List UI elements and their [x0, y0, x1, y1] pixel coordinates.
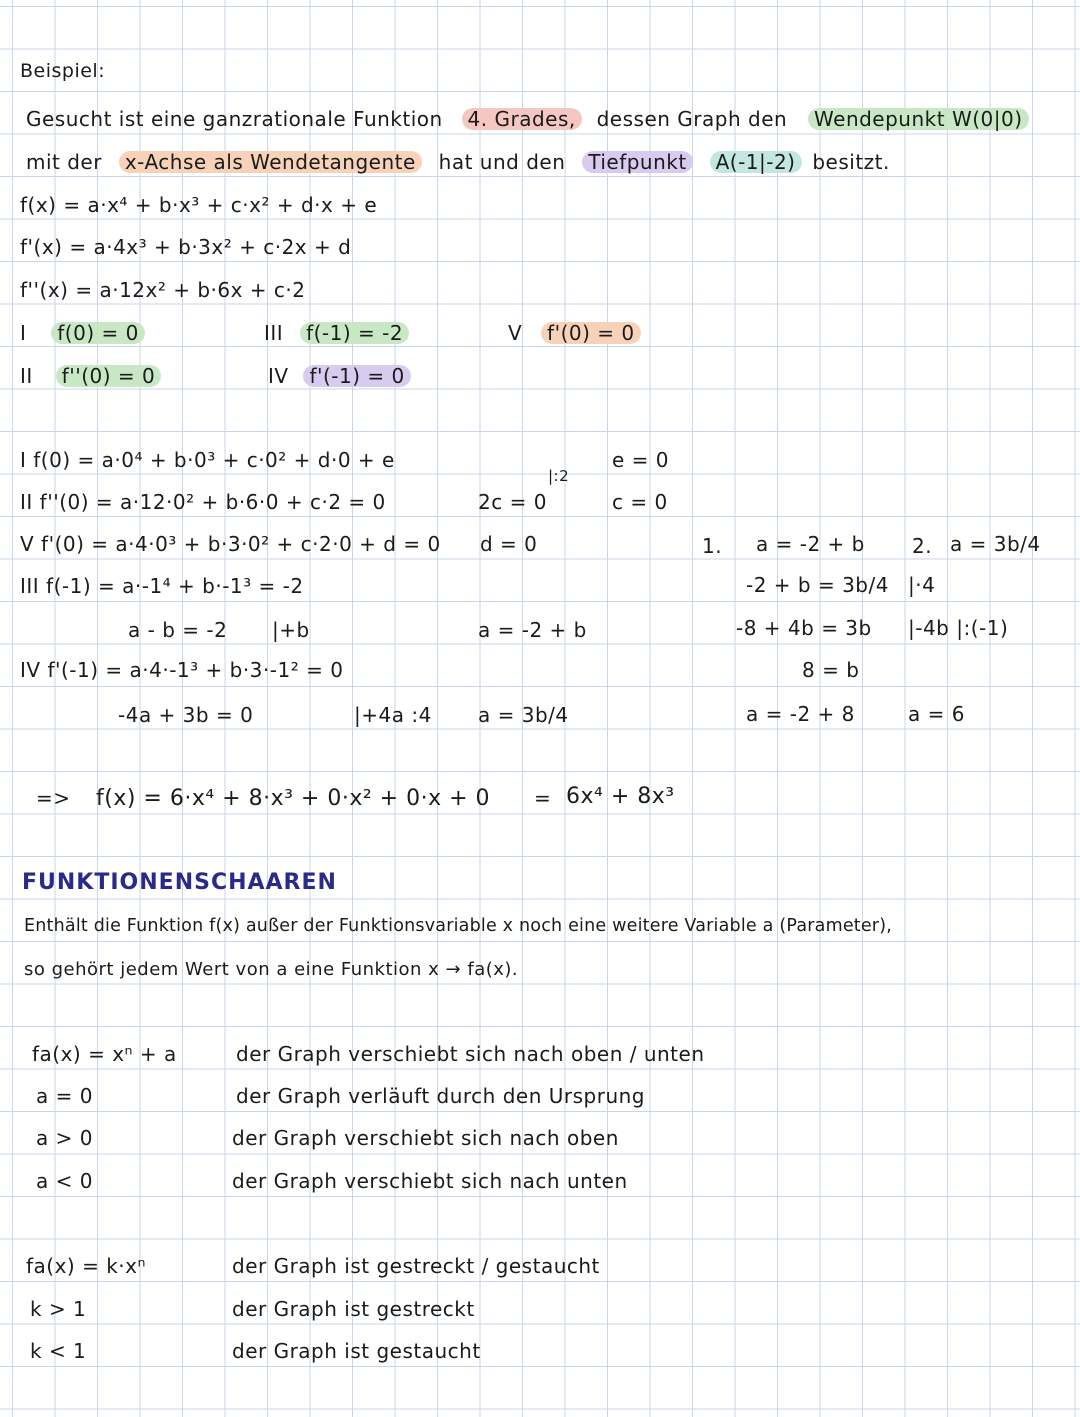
roman-label: I: [20, 321, 27, 345]
condition-I: [20, 322, 145, 344]
task-text: dessen Graph den: [596, 107, 788, 131]
solve-op-plus-b: |+b: [272, 618, 310, 642]
solve-row-I: I f(0) = a·0⁴ + b·0³ + c·0² + d·0 + e: [20, 448, 395, 472]
tiefpunkt-highlight: Tiefpunkt: [582, 151, 692, 173]
solve-result-d: d = 0: [480, 532, 538, 556]
result-arrow: =>: [36, 786, 71, 810]
result-expression: f(x) = 6·x⁴ + 8·x³ + 0·x² + 0·x + 0: [96, 786, 491, 811]
condition-eq: f''(0) = 0: [56, 365, 162, 387]
side-step-1: 1.: [702, 534, 723, 558]
solve-op-plus-4a: |+4a :4: [354, 703, 432, 727]
table2-left: k < 1: [30, 1339, 87, 1363]
table2-right: der Graph ist gestreckt: [232, 1297, 475, 1321]
roman-label: V: [508, 321, 523, 345]
side-eq-2: -2 + b = 3b/4: [746, 573, 889, 597]
roman-label: II: [20, 364, 33, 388]
table1-left: fa(x) = xⁿ + a: [32, 1042, 177, 1066]
function-f-double-prime: f''(x) = a·12x² + b·6x + c·2: [20, 278, 306, 302]
side-step-2: 2.: [912, 534, 933, 558]
solve-row-V: V f'(0) = a·4·0³ + b·3·0² + c·2·0 + d = 0: [20, 532, 441, 556]
solve-result-a1: a = -2 + b: [478, 618, 587, 642]
table1-right: der Graph verschiebt sich nach oben / unten: [236, 1042, 705, 1066]
table1-left: a < 0: [36, 1169, 93, 1193]
point-highlight: A(-1|-2): [710, 151, 802, 173]
task-line-2: [26, 151, 890, 173]
tangent-highlight: x-Achse als Wendetangente: [119, 151, 422, 173]
function-f: f(x) = a·x⁴ + b·x³ + c·x² + d·x + e: [20, 193, 378, 217]
solve-row-III: III f(-1) = a·-1⁴ + b·-1³ = -2: [20, 574, 304, 598]
side-eq-4: 8 = b: [802, 658, 860, 682]
task-line-1: [26, 108, 1029, 130]
function-f-prime: f'(x) = a·4x³ + b·3x² + c·2x + d: [20, 235, 352, 259]
table2-left: fa(x) = k·xⁿ: [26, 1254, 146, 1278]
side-eq-2a: a = 3b/4: [950, 532, 1041, 556]
solve-row-III-b: a - b = -2: [128, 618, 228, 642]
table2-right: der Graph ist gestreckt / gestaucht: [232, 1254, 600, 1278]
side-eq-1: a = -2 + b: [756, 532, 865, 556]
condition-eq: f'(-1) = 0: [303, 365, 410, 387]
task-text: besitzt.: [812, 150, 890, 174]
solve-row-IV-b: -4a + 3b = 0: [118, 703, 254, 727]
table1-right: der Graph verläuft durch den Ursprung: [236, 1084, 645, 1108]
task-text: hat und den: [438, 150, 566, 174]
result-simplified: 6x⁴ + 8x³: [566, 784, 675, 809]
solve-result-e: e = 0: [612, 448, 670, 472]
condition-II: [20, 365, 161, 387]
schaaren-text-1: Enthält die Funktion f(x) außer der Funktionsvariable x noch eine weitere Variable a (Parameter),: [24, 916, 892, 936]
solve-result-c: c = 0: [612, 490, 668, 514]
side-eq-2b: a = 6: [908, 702, 965, 726]
table1-left: a = 0: [36, 1084, 93, 1108]
condition-eq: f(0) = 0: [51, 322, 145, 344]
task-text: mit der: [26, 150, 102, 174]
side-eq-5: a = -2 + 8: [746, 702, 855, 726]
side-op-2: |·4: [908, 573, 936, 597]
roman-label: III: [264, 321, 284, 345]
solve-row-IV: IV f'(-1) = a·4·-1³ + b·3·-1² = 0: [20, 658, 344, 682]
grade-highlight: 4. Grades,: [462, 108, 582, 130]
solve-mid-2c: 2c = 0: [478, 490, 547, 514]
table1-right: der Graph verschiebt sich nach oben: [232, 1126, 619, 1150]
beispiel-label: Beispiel:: [20, 60, 106, 82]
condition-eq: f(-1) = -2: [300, 322, 409, 344]
schaaren-text-2: so gehört jedem Wert von a eine Funktion x → fa(x).: [24, 959, 519, 980]
condition-V: [508, 322, 641, 344]
task-text: Gesucht ist eine ganzrationale Funktion: [26, 107, 443, 131]
table1-right: der Graph verschiebt sich nach unten: [232, 1169, 628, 1193]
condition-IV: [268, 365, 411, 387]
schaaren-heading: FUNKTIONENSCHAAREN: [22, 870, 337, 895]
table2-left: k > 1: [30, 1297, 87, 1321]
condition-eq: f'(0) = 0: [541, 322, 641, 344]
solve-row-II: II f''(0) = a·12·0² + b·6·0 + c·2 = 0: [20, 490, 386, 514]
result-equals: =: [534, 786, 552, 810]
condition-III: [264, 322, 409, 344]
solve-op-div2: |:2: [548, 467, 570, 485]
side-op-3: |-4b |:(-1): [908, 616, 1009, 640]
wendepunkt-highlight: Wendepunkt W(0|0): [808, 108, 1028, 130]
table1-left: a > 0: [36, 1126, 93, 1150]
table2-right: der Graph ist gestaucht: [232, 1339, 481, 1363]
solve-result-a2: a = 3b/4: [478, 703, 569, 727]
side-eq-3: -8 + 4b = 3b: [736, 616, 872, 640]
roman-label: IV: [268, 364, 289, 388]
